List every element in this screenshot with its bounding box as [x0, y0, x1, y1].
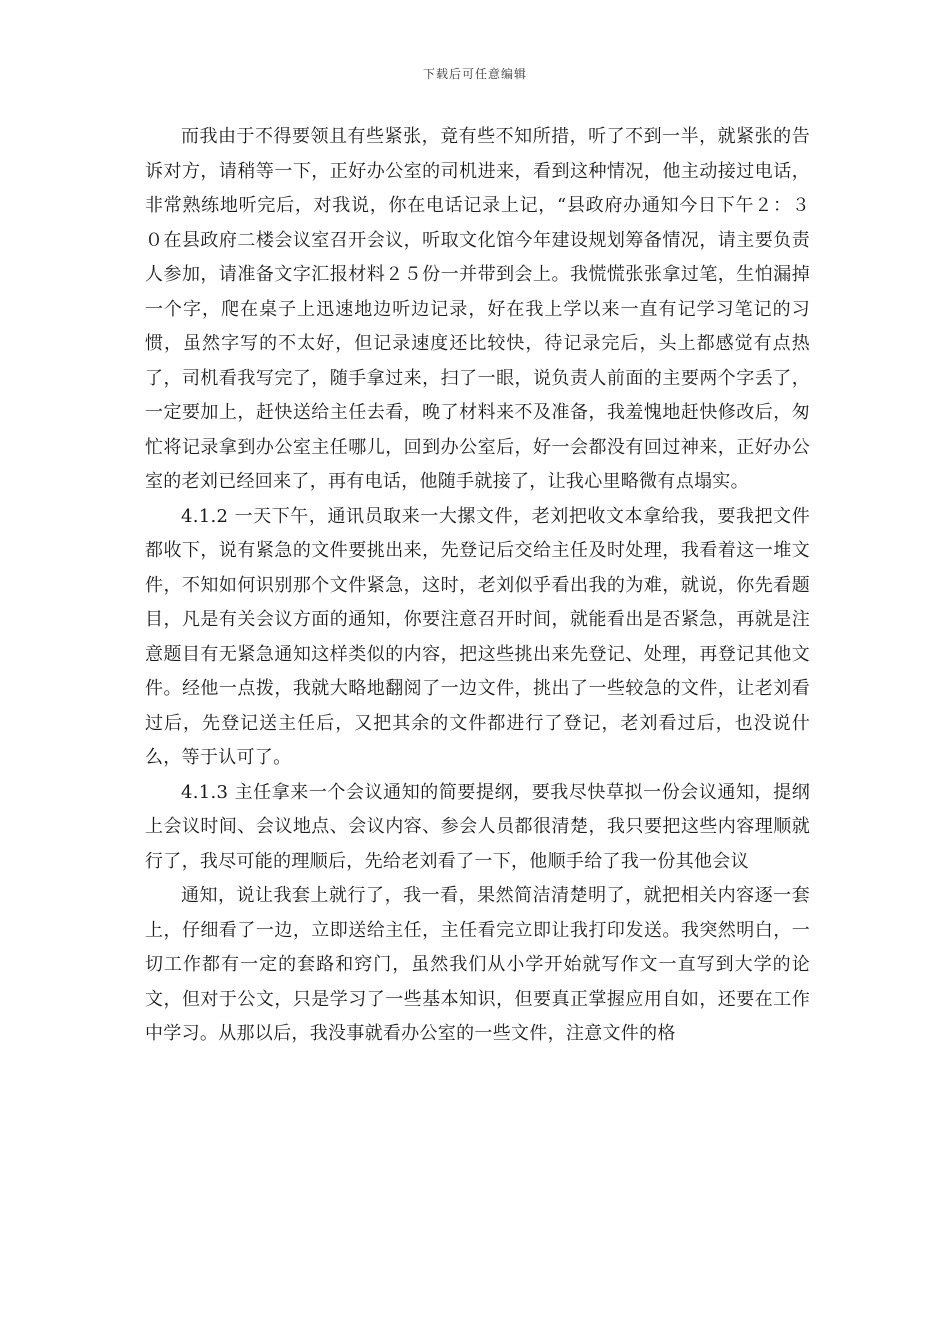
paragraph-phone-call: 而我由于不得要领且有些紧张，竟有些不知所措，听了不到一半，就紧张的告诉对方，请稍等一下，正好办公室的司机进来，看到这种情况，他主动接过电话，非常熟练地听完后，对我说，你在电话记录上记，“县政府办通知今日下午２：３０在县政府二楼会议室召开会议，听取文化馆今年建设规划筹备情况，请主要负责人参加，请准备文字汇报材料２５份一并带到会上。我慌慌张张拿过笔，生怕漏掉一个字，爬在桌子上迅速地边听边记录，好在我上学以来一直有记学习笔记的习惯，虽然字写的不太好，但记录速度还比较快，待记录完后，头上都感觉有点热了，司机看我写完了，随手拿过来，扫了一眼，说负责人前面的主要两个字丢了，一定要加上，赶快送给主任去看，晚了材料来不及准备，我羞愧地赶快修改后，匆忙将记录拿到办公室主任哪儿，回到办公室后，好一会都没有回过神来，正好办公室的老刘已经回来了，再有电话，他随手就接了，让我心里略微有点塌实。 [145, 126, 810, 492]
page-header: 下载后可任意编辑 [422, 67, 527, 81]
paragraph-4-1-2: 4.1.2 一天下午，通讯员取来一大摞文件，老刘把收文本拿给我，要我把文件都收下，说有紧急的文件要挑出来，先登记后交给主任及时处理，我看着这一堆文件，不知如何识别那个文件紧急，这时，老刘似乎看出我的为难，就说，你先看题目，凡是有关会议方面的通知，你要注意召开时间，就能看出是否紧急，再就是注意题目有无紧急通知这样类似的内容，把这些挑出来先登记、处理，再登记其他文件。经他一点拨，我就大略地翻阅了一边文件，挑出了一些较急的文件，让老刘看过后，先登记送主任后，又把其余的文件都进行了登记，老刘看过后，也没说什么，等于认可了。 [145, 505, 810, 768]
document-body [145, 120, 810, 1052]
paragraph-notice-continuation: 通知，说让我套上就行了，我一看，果然简洁清楚明了，就把相关内容逐一套上，仔细看了一边，立即送给主任，主任看完立即让我打印发送。我突然明白，一切工作都有一定的套路和窍门，虽然我们从小学开始就写作文一直写到大学的论文，但对于公文，只是学习了一些基本知识，但要真正掌握应用自如，还要在工作中学习。从那以后，我没事就看办公室的一些文件，注意文件的格 [145, 885, 810, 1044]
paragraph-4-1-3: 4.1.3 主任拿来一个会议通知的简要提纲，要我尽快草拟一份会议通知，提纲上会议时间、会议地点、会议内容、参会人员都很清楚，我只要把这些内容理顺就行了，我尽可能的理顺后，先给老刘看了一下，他顺手给了我一份其他会议 [145, 781, 810, 872]
